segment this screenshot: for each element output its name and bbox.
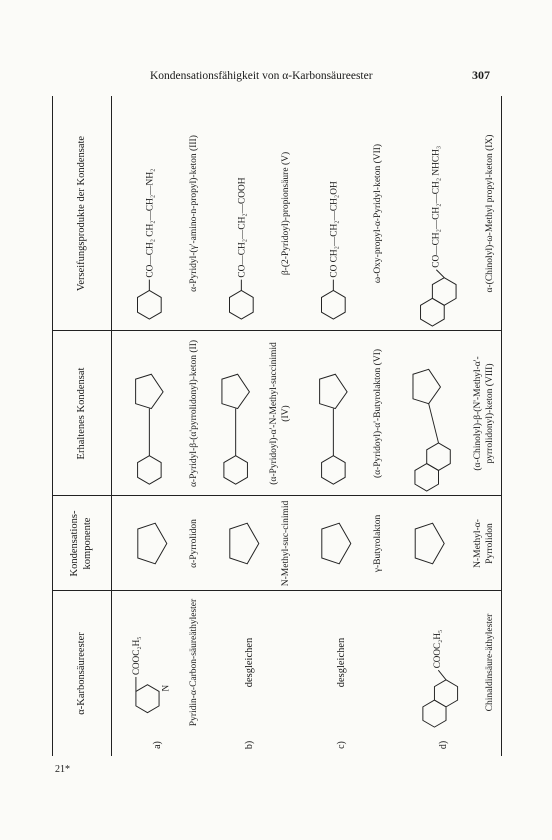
row-label: b) bbox=[244, 740, 255, 750]
table-row bbox=[296, 96, 388, 756]
running-title: Kondensationsfähigkeit von α-Karbonsäureester bbox=[150, 70, 373, 82]
ester-cell bbox=[112, 591, 204, 734]
column-header-condensate: Erhaltenes Kondensat bbox=[75, 367, 87, 460]
condensate-name: (α-Pyridoyl)-α'-Butyrolakton (VI) bbox=[372, 348, 383, 479]
succinimide-structure bbox=[208, 500, 281, 587]
condensate-structure bbox=[208, 335, 269, 492]
table-row bbox=[204, 96, 296, 756]
products-cell bbox=[204, 96, 296, 331]
ester-cell bbox=[296, 591, 388, 734]
ester-name: desgleichen bbox=[243, 637, 255, 688]
ester-cell bbox=[388, 591, 500, 734]
product-name: α-Pyridyl-(γ'-amino-n-propyl)-keton (III) bbox=[188, 135, 199, 292]
pyridine-ester-structure bbox=[116, 595, 189, 730]
condensation-table bbox=[52, 96, 502, 756]
condensate-structure bbox=[392, 335, 473, 492]
component-cell bbox=[204, 496, 296, 591]
component-cell bbox=[296, 496, 388, 591]
column-divider bbox=[52, 590, 502, 591]
product-structure bbox=[300, 100, 373, 327]
column-header-component: Kondensations-komponente bbox=[69, 510, 93, 577]
row-label: a) bbox=[152, 741, 163, 749]
ester-name: Pyridin-α-Carbon-säureäthylester bbox=[188, 598, 199, 727]
component-name: α-Pyrrolidon bbox=[188, 519, 199, 568]
product-group-label: CO—CH₂—CH₂—CH₂ NHCH₃ bbox=[431, 145, 442, 268]
ester-group-label: COOC₂H₅ bbox=[130, 636, 141, 676]
column-header-ester: α-Karbonsäureester bbox=[75, 632, 87, 715]
pyrrolidone-structure bbox=[116, 500, 189, 587]
signature-mark: 21* bbox=[55, 764, 70, 775]
ester-name: desgleichen bbox=[335, 637, 347, 688]
rotated-table-wrapper bbox=[52, 96, 502, 756]
product-name: β-(2-Pyridoyl)-propionsäure (V) bbox=[280, 151, 291, 276]
page-header bbox=[150, 68, 490, 83]
quinaldine-ester-structure bbox=[392, 595, 485, 730]
condensate-structure bbox=[300, 335, 373, 492]
row-label: c) bbox=[336, 741, 347, 749]
product-name: α-(Chinolyl)-ω-Methyl propyl-keton (IX) bbox=[484, 134, 495, 293]
condensate-name: (α-Chinolyl)-β-(N'-Methyl-α'-pyrrolidonyl)-keton (VIII) bbox=[473, 356, 495, 471]
column-header-products: Verseifungsprodukte der Kondensate bbox=[75, 135, 87, 292]
table-row bbox=[112, 96, 204, 756]
ester-cell bbox=[204, 591, 296, 734]
column-divider bbox=[52, 495, 502, 496]
condensate-structure bbox=[116, 335, 189, 492]
table-header-row bbox=[52, 96, 112, 756]
butyrolactone-structure bbox=[300, 500, 373, 587]
component-name: N-Methyl-α-Pyrrolidon bbox=[473, 519, 495, 568]
component-cell bbox=[112, 496, 204, 591]
condensate-name: α-Pyridyl-β-(α'pyrrolidonyl)-keton (II) bbox=[188, 339, 199, 488]
product-group-label: CO—CH₂ CH₂—CH₂—NH₂ bbox=[145, 168, 156, 278]
condensate-name: (α-Pyridoyl)-α'-N-Methyl-succinimid (IV) bbox=[269, 342, 291, 485]
product-name: ω-Oxy-propyl-α-Pyridyl-keton (VII) bbox=[372, 143, 383, 284]
condensate-cell bbox=[296, 331, 388, 496]
condensate-cell bbox=[204, 331, 296, 496]
row-label: d) bbox=[438, 740, 449, 750]
products-cell bbox=[112, 96, 204, 331]
product-structure bbox=[116, 100, 189, 327]
column-divider bbox=[52, 330, 502, 331]
table-row bbox=[388, 96, 500, 756]
ester-name: Chinaldinsäure-äthylester bbox=[484, 613, 495, 712]
page-number: 307 bbox=[472, 68, 490, 82]
component-name: γ-Butyrolakton bbox=[372, 514, 383, 573]
table-bottom-rule bbox=[501, 96, 502, 756]
methylpyrrolidone-structure bbox=[392, 500, 473, 587]
condensate-cell bbox=[112, 331, 204, 496]
products-cell bbox=[388, 96, 500, 331]
product-group-label: CO—CH₂—CH₂—COOH bbox=[237, 177, 248, 278]
component-name: N-Methyl-suc-cinimid bbox=[280, 500, 291, 587]
product-structure bbox=[208, 100, 281, 327]
condensate-cell bbox=[388, 331, 500, 496]
product-structure bbox=[392, 100, 485, 327]
ring-nitrogen-label: N bbox=[160, 684, 171, 692]
component-cell bbox=[388, 496, 500, 591]
product-group-label: CO CH₂—CH₂—CH₂OH bbox=[329, 181, 340, 278]
products-cell bbox=[296, 96, 388, 331]
ester-group-label: COOC₂H₅ bbox=[432, 629, 443, 669]
